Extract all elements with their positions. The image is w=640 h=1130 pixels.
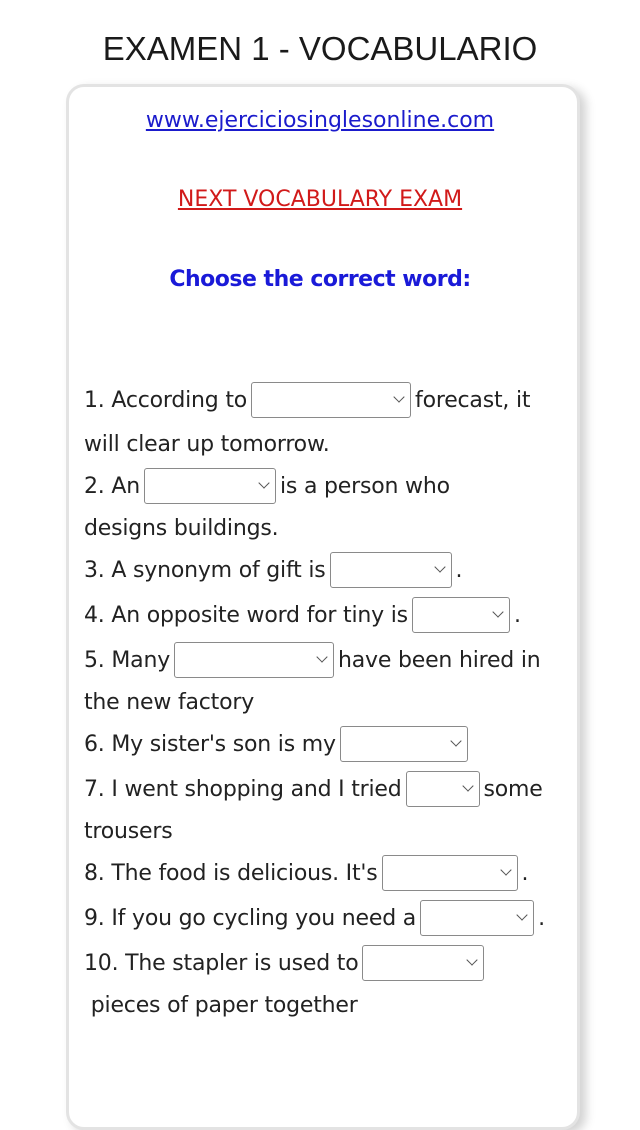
question-10-continuation: pieces of paper together — [84, 993, 358, 1018]
question-7 — [84, 769, 543, 809]
chevron-down-icon — [434, 561, 445, 572]
question-10 — [84, 943, 488, 983]
answer-10-select[interactable] — [362, 945, 484, 981]
answer-9-select[interactable] — [420, 900, 534, 936]
chevron-down-icon — [258, 477, 269, 488]
question-text: is a person who — [279, 473, 450, 499]
chevron-down-icon — [500, 864, 511, 875]
page-title: EXAMEN 1 - VOCABULARIO — [102, 30, 538, 67]
answer-1-select[interactable] — [251, 382, 411, 418]
instruction-heading: Choose the correct word: — [169, 267, 471, 292]
question-text: 7. I went shopping and I tried — [84, 776, 402, 802]
chevron-down-icon — [393, 391, 404, 402]
question-text: 4. An opposite word for tiny is — [84, 602, 408, 628]
question-6 — [84, 724, 472, 764]
next-exam-link[interactable]: NEXT VOCABULARY EXAM — [177, 187, 463, 212]
question-text: 8. The food is delicious. It's — [84, 860, 378, 886]
question-2-continuation: designs buildings. — [84, 516, 279, 541]
answer-8-select[interactable] — [382, 855, 518, 891]
question-8 — [84, 853, 528, 893]
answer-5-select[interactable] — [174, 642, 334, 678]
question-5-continuation: the new factory — [84, 690, 255, 715]
chevron-down-icon — [467, 954, 478, 965]
question-text: 9. If you go cycling you need a — [84, 905, 417, 931]
question-3 — [84, 550, 462, 590]
question-1 — [84, 380, 530, 420]
chevron-down-icon — [462, 780, 473, 791]
answer-3-select[interactable] — [330, 552, 452, 588]
question-text: 2. An — [84, 473, 140, 499]
question-text: 5. Many — [84, 647, 171, 673]
question-text: forecast, it — [415, 387, 531, 413]
chevron-down-icon — [450, 735, 461, 746]
answer-6-select[interactable] — [340, 726, 468, 762]
question-text: 10. The stapler is used to — [84, 950, 359, 976]
question-7-continuation: trousers — [84, 819, 173, 844]
answer-7-select[interactable] — [406, 771, 480, 807]
question-5 — [84, 640, 541, 680]
question-text: some — [483, 776, 543, 802]
question-9 — [84, 898, 545, 938]
question-text: 3. A synonym of gift is — [84, 557, 326, 583]
question-text: 1. According to — [84, 387, 248, 413]
site-link[interactable]: www.ejerciciosinglesonline.com — [145, 108, 495, 133]
chevron-down-icon — [492, 606, 503, 617]
question-text: have been hired in — [338, 647, 541, 673]
question-1-continuation: will clear up tomorrow. — [84, 432, 330, 457]
answer-2-select[interactable] — [144, 468, 276, 504]
question-text: 6. My sister's son is my — [84, 731, 336, 757]
chevron-down-icon — [516, 909, 527, 920]
question-2 — [84, 466, 450, 506]
chevron-down-icon — [316, 651, 327, 662]
question-4 — [84, 595, 521, 635]
question-text: . — [521, 860, 529, 886]
question-text: . — [455, 557, 463, 583]
question-text: . — [513, 602, 521, 628]
question-text: . — [538, 905, 545, 931]
answer-4-select[interactable] — [412, 597, 510, 633]
